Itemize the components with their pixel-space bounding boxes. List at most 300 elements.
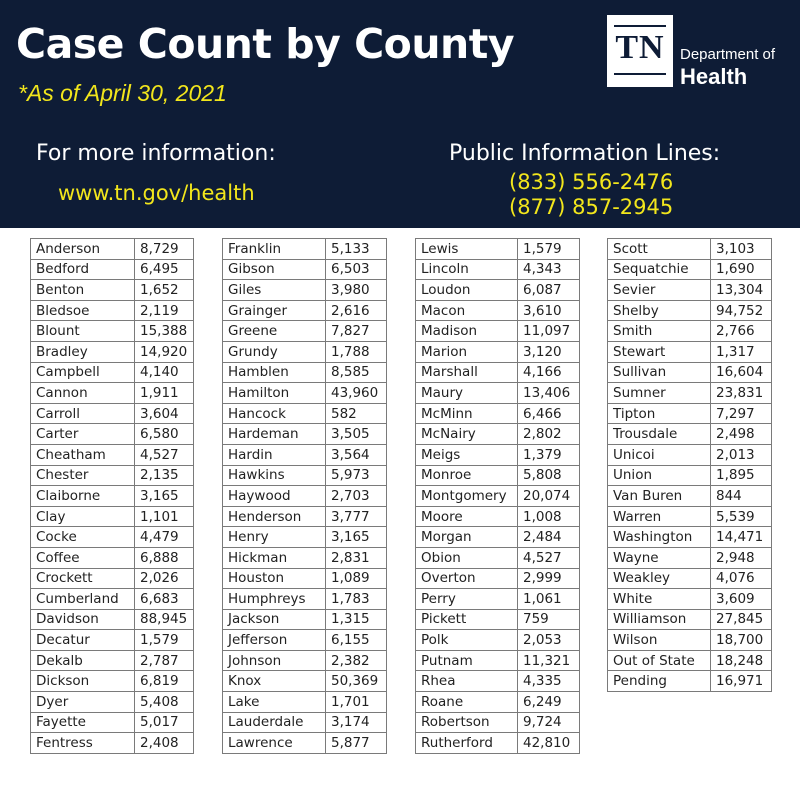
case-count: 5,408 [135, 692, 194, 713]
table-row [416, 259, 580, 280]
county-name: McMinn [416, 403, 518, 424]
case-count: 23,831 [711, 383, 772, 404]
case-count: 20,074 [518, 486, 580, 507]
header-banner [0, 0, 800, 228]
county-name: Giles [223, 280, 326, 301]
table-row [416, 486, 580, 507]
table-row [223, 239, 387, 260]
table-row [608, 280, 772, 301]
case-count: 2,703 [326, 486, 387, 507]
table-row [223, 527, 387, 548]
county-name: Trousdale [608, 424, 711, 445]
table-row [223, 383, 387, 404]
county-table-1 [30, 238, 194, 754]
table-row [416, 280, 580, 301]
table-row [31, 403, 194, 424]
logo-tn-text: TN [615, 29, 665, 66]
case-count: 2,766 [711, 321, 772, 342]
case-count: 94,752 [711, 300, 772, 321]
county-name: Roane [416, 692, 518, 713]
county-name: Macon [416, 300, 518, 321]
county-name: Henderson [223, 506, 326, 527]
table-row [31, 630, 194, 651]
county-name: Tipton [608, 403, 711, 424]
case-count: 8,729 [135, 239, 194, 260]
logo-department-text: Department of [680, 46, 776, 63]
table-row [608, 465, 772, 486]
county-name: Robertson [416, 712, 518, 733]
case-count: 11,321 [518, 650, 580, 671]
county-name: Henry [223, 527, 326, 548]
case-count: 6,495 [135, 259, 194, 280]
case-count: 1,317 [711, 341, 772, 362]
table-row [416, 506, 580, 527]
table-row [31, 486, 194, 507]
logo-health-text: Health [680, 64, 748, 89]
table-row [608, 444, 772, 465]
phone-number-2[interactable]: (877) 857-2945 [509, 195, 674, 219]
table-row [416, 568, 580, 589]
county-name: Hickman [223, 547, 326, 568]
county-name: Rhea [416, 671, 518, 692]
county-name: Van Buren [608, 486, 711, 507]
case-count: 7,827 [326, 321, 387, 342]
county-name: Carter [31, 424, 135, 445]
county-name: Franklin [223, 239, 326, 260]
case-count: 3,604 [135, 403, 194, 424]
case-count: 13,406 [518, 383, 580, 404]
case-count: 844 [711, 486, 772, 507]
county-name: Hardeman [223, 424, 326, 445]
county-name: Shelby [608, 300, 711, 321]
county-name: Decatur [31, 630, 135, 651]
county-name: Sullivan [608, 362, 711, 383]
county-table-3 [415, 238, 580, 754]
case-count: 759 [518, 609, 580, 630]
table-row [416, 403, 580, 424]
county-name: Overton [416, 568, 518, 589]
county-name: McNairy [416, 424, 518, 445]
case-count: 3,777 [326, 506, 387, 527]
county-name: Dickson [31, 671, 135, 692]
county-name: Obion [416, 547, 518, 568]
table-row [608, 547, 772, 568]
county-name: Pending [608, 671, 711, 692]
county-name: Weakley [608, 568, 711, 589]
county-name: Montgomery [416, 486, 518, 507]
table-row [416, 321, 580, 342]
table-row [416, 383, 580, 404]
case-count: 5,539 [711, 506, 772, 527]
public-info-lines-label: Public Information Lines: [449, 141, 721, 166]
county-name: Lincoln [416, 259, 518, 280]
case-count: 1,061 [518, 589, 580, 610]
county-name: Campbell [31, 362, 135, 383]
county-name: Johnson [223, 650, 326, 671]
case-count: 2,026 [135, 568, 194, 589]
county-name: Unicoi [608, 444, 711, 465]
case-count: 3,564 [326, 444, 387, 465]
more-info-label: For more information: [36, 141, 276, 166]
county-name: Wayne [608, 547, 711, 568]
county-name: Grundy [223, 341, 326, 362]
county-name: Carroll [31, 403, 135, 424]
table-row [31, 568, 194, 589]
county-name: Hancock [223, 403, 326, 424]
table-row [223, 547, 387, 568]
case-count: 4,335 [518, 671, 580, 692]
table-row [31, 444, 194, 465]
case-count: 582 [326, 403, 387, 424]
county-name: Cheatham [31, 444, 135, 465]
table-row [31, 465, 194, 486]
case-count: 1,690 [711, 259, 772, 280]
case-count: 1,579 [518, 239, 580, 260]
case-count: 5,973 [326, 465, 387, 486]
table-row [31, 383, 194, 404]
table-row [416, 733, 580, 754]
case-count: 2,382 [326, 650, 387, 671]
case-count: 6,888 [135, 547, 194, 568]
phone-number-1[interactable]: (833) 556-2476 [509, 170, 674, 194]
table-row [416, 712, 580, 733]
table-row [608, 259, 772, 280]
table-row [223, 650, 387, 671]
table-row [31, 341, 194, 362]
case-count: 6,087 [518, 280, 580, 301]
table-row [608, 300, 772, 321]
case-count: 3,103 [711, 239, 772, 260]
as-of-date: *As of April 30, 2021 [18, 80, 227, 106]
table-row [31, 671, 194, 692]
case-count: 2,787 [135, 650, 194, 671]
case-count: 14,471 [711, 527, 772, 548]
table-row [416, 362, 580, 383]
county-name: Madison [416, 321, 518, 342]
county-name: Washington [608, 527, 711, 548]
case-count: 18,700 [711, 630, 772, 651]
table-row [608, 671, 772, 692]
table-row [223, 321, 387, 342]
county-name: Jefferson [223, 630, 326, 651]
case-count: 9,724 [518, 712, 580, 733]
case-count: 50,369 [326, 671, 387, 692]
county-name: Loudon [416, 280, 518, 301]
table-row [608, 568, 772, 589]
table-row [31, 692, 194, 713]
case-count: 2,999 [518, 568, 580, 589]
county-name: Davidson [31, 609, 135, 630]
county-name: Cumberland [31, 589, 135, 610]
county-name: Clay [31, 506, 135, 527]
table-row [416, 341, 580, 362]
county-name: Polk [416, 630, 518, 651]
table-row [223, 465, 387, 486]
case-count: 6,683 [135, 589, 194, 610]
table-row [31, 506, 194, 527]
case-count: 6,466 [518, 403, 580, 424]
county-name: Crockett [31, 568, 135, 589]
county-name: Gibson [223, 259, 326, 280]
case-count: 6,580 [135, 424, 194, 445]
case-count: 3,980 [326, 280, 387, 301]
case-count: 4,076 [711, 568, 772, 589]
county-name: Out of State [608, 650, 711, 671]
case-count: 6,249 [518, 692, 580, 713]
case-count: 16,604 [711, 362, 772, 383]
table-row [608, 589, 772, 610]
table-row [31, 547, 194, 568]
case-count: 43,960 [326, 383, 387, 404]
table-row [608, 341, 772, 362]
county-name: Houston [223, 568, 326, 589]
table-row [223, 424, 387, 445]
county-name: Anderson [31, 239, 135, 260]
table-row [31, 527, 194, 548]
case-count: 5,017 [135, 712, 194, 733]
case-count: 2,802 [518, 424, 580, 445]
case-count: 1,379 [518, 444, 580, 465]
case-count: 1,701 [326, 692, 387, 713]
county-name: Stewart [608, 341, 711, 362]
county-name: Dekalb [31, 650, 135, 671]
county-name: Monroe [416, 465, 518, 486]
table-row [223, 486, 387, 507]
table-row [416, 650, 580, 671]
county-name: Cannon [31, 383, 135, 404]
table-row [31, 300, 194, 321]
table-row [608, 383, 772, 404]
case-count: 42,810 [518, 733, 580, 754]
table-row [223, 568, 387, 589]
county-name: Bedford [31, 259, 135, 280]
county-name: Scott [608, 239, 711, 260]
tn-logo [607, 15, 673, 87]
table-row [608, 609, 772, 630]
county-name: Moore [416, 506, 518, 527]
table-row [416, 630, 580, 651]
table-row [608, 362, 772, 383]
case-count: 3,505 [326, 424, 387, 445]
case-count: 4,343 [518, 259, 580, 280]
case-count: 18,248 [711, 650, 772, 671]
county-table-4 [607, 238, 772, 692]
county-name: Bledsoe [31, 300, 135, 321]
case-count: 5,808 [518, 465, 580, 486]
case-count: 1,101 [135, 506, 194, 527]
county-table-2 [222, 238, 387, 754]
case-count: 3,174 [326, 712, 387, 733]
table-row [608, 527, 772, 548]
table-row [223, 609, 387, 630]
county-name: Lauderdale [223, 712, 326, 733]
case-count: 3,165 [326, 527, 387, 548]
table-row [416, 527, 580, 548]
table-row [608, 650, 772, 671]
county-name: Sevier [608, 280, 711, 301]
case-count: 6,819 [135, 671, 194, 692]
case-count: 1,579 [135, 630, 194, 651]
table-row [31, 712, 194, 733]
table-row [31, 589, 194, 610]
case-count: 2,135 [135, 465, 194, 486]
county-name: Union [608, 465, 711, 486]
case-count: 13,304 [711, 280, 772, 301]
case-count: 7,297 [711, 403, 772, 424]
table-row [608, 424, 772, 445]
county-name: Bradley [31, 341, 135, 362]
county-name: Lake [223, 692, 326, 713]
case-count: 2,831 [326, 547, 387, 568]
case-count: 3,609 [711, 589, 772, 610]
case-count: 4,527 [135, 444, 194, 465]
case-count: 14,920 [135, 341, 194, 362]
table-row [608, 486, 772, 507]
case-count: 88,945 [135, 609, 194, 630]
county-name: Fayette [31, 712, 135, 733]
county-name: Williamson [608, 609, 711, 630]
table-row [31, 259, 194, 280]
case-count: 2,408 [135, 733, 194, 754]
table-row [416, 465, 580, 486]
table-row [223, 589, 387, 610]
case-count: 1,315 [326, 609, 387, 630]
table-row [608, 403, 772, 424]
table-row [223, 341, 387, 362]
county-name: Rutherford [416, 733, 518, 754]
table-row [416, 589, 580, 610]
table-row [223, 733, 387, 754]
county-name: Greene [223, 321, 326, 342]
case-count: 1,783 [326, 589, 387, 610]
table-row [223, 403, 387, 424]
county-name: Smith [608, 321, 711, 342]
table-row [223, 362, 387, 383]
county-name: Lewis [416, 239, 518, 260]
case-count: 2,616 [326, 300, 387, 321]
county-name: Knox [223, 671, 326, 692]
case-count: 2,498 [711, 424, 772, 445]
table-row [416, 671, 580, 692]
table-row [416, 444, 580, 465]
table-row [223, 280, 387, 301]
case-count: 1,788 [326, 341, 387, 362]
logo-top-rule [614, 25, 666, 27]
page-title: Case Count by County [16, 20, 515, 68]
case-count: 1,008 [518, 506, 580, 527]
county-name: Jackson [223, 609, 326, 630]
county-name: Blount [31, 321, 135, 342]
table-row [223, 444, 387, 465]
table-row [608, 630, 772, 651]
case-count: 6,503 [326, 259, 387, 280]
logo-bottom-rule [614, 73, 666, 75]
table-row [608, 321, 772, 342]
table-row [608, 506, 772, 527]
table-row [31, 609, 194, 630]
case-count: 5,133 [326, 239, 387, 260]
county-name: Benton [31, 280, 135, 301]
case-count: 4,140 [135, 362, 194, 383]
table-row [223, 630, 387, 651]
table-row [31, 362, 194, 383]
county-name: Putnam [416, 650, 518, 671]
table-row [608, 239, 772, 260]
case-count: 6,155 [326, 630, 387, 651]
table-row [416, 609, 580, 630]
case-count: 2,484 [518, 527, 580, 548]
case-count: 4,166 [518, 362, 580, 383]
county-name: Hardin [223, 444, 326, 465]
county-name: Marion [416, 341, 518, 362]
county-name: Morgan [416, 527, 518, 548]
case-count: 1,652 [135, 280, 194, 301]
table-row [416, 239, 580, 260]
case-count: 2,119 [135, 300, 194, 321]
county-name: Humphreys [223, 589, 326, 610]
table-row [31, 733, 194, 754]
info-url-link[interactable]: www.tn.gov/health [58, 181, 255, 205]
county-name: White [608, 589, 711, 610]
county-name: Dyer [31, 692, 135, 713]
table-row [416, 692, 580, 713]
table-row [223, 692, 387, 713]
table-row [416, 424, 580, 445]
case-count: 1,089 [326, 568, 387, 589]
county-name: Lawrence [223, 733, 326, 754]
case-count: 11,097 [518, 321, 580, 342]
case-count: 4,479 [135, 527, 194, 548]
table-row [223, 259, 387, 280]
table-row [223, 506, 387, 527]
case-count: 1,895 [711, 465, 772, 486]
case-count: 3,610 [518, 300, 580, 321]
county-name: Meigs [416, 444, 518, 465]
county-name: Hamblen [223, 362, 326, 383]
county-name: Perry [416, 589, 518, 610]
table-row [31, 321, 194, 342]
case-count: 3,120 [518, 341, 580, 362]
case-count: 3,165 [135, 486, 194, 507]
case-count: 5,877 [326, 733, 387, 754]
county-name: Sequatchie [608, 259, 711, 280]
table-row [223, 300, 387, 321]
case-count: 15,388 [135, 321, 194, 342]
case-count: 16,971 [711, 671, 772, 692]
case-count: 27,845 [711, 609, 772, 630]
case-count: 8,585 [326, 362, 387, 383]
table-row [31, 239, 194, 260]
table-row [223, 712, 387, 733]
case-count: 4,527 [518, 547, 580, 568]
county-name: Warren [608, 506, 711, 527]
case-count: 2,013 [711, 444, 772, 465]
county-name: Marshall [416, 362, 518, 383]
county-name: Haywood [223, 486, 326, 507]
county-name: Coffee [31, 547, 135, 568]
case-count: 2,053 [518, 630, 580, 651]
table-row [31, 650, 194, 671]
county-name: Hamilton [223, 383, 326, 404]
case-count: 2,948 [711, 547, 772, 568]
county-name: Pickett [416, 609, 518, 630]
county-name: Chester [31, 465, 135, 486]
county-name: Wilson [608, 630, 711, 651]
table-row [31, 424, 194, 445]
county-name: Maury [416, 383, 518, 404]
county-name: Fentress [31, 733, 135, 754]
county-name: Cocke [31, 527, 135, 548]
